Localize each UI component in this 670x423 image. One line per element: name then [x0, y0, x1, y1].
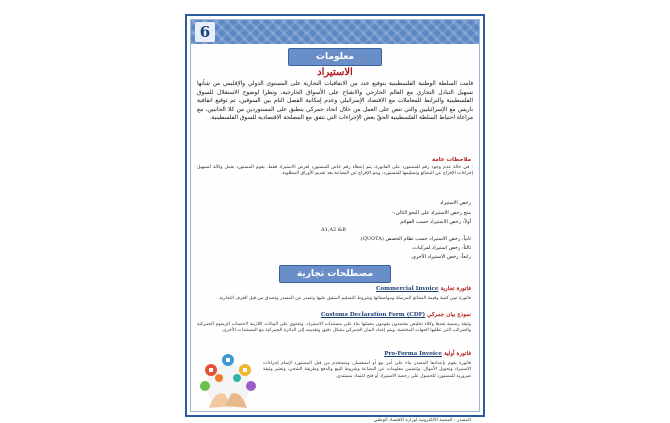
term-english: Commercial Invoice	[375, 286, 439, 292]
term-description: فاتورة تبين كمية وقيمة البضائع المرسلة ومواصفاتها وشروط التسليم المتفق عليها وتصدر عن المصدر وتصدق من قبل الغرف التجارية.	[218, 296, 471, 301]
section-title-trade-terms: مصطلحات تجارية	[279, 265, 391, 283]
general-notes-text: - في حالة عدم وجود رقم للمستورد على الفاتورة، يتم إعطاء رقم خاص للمستورد لغرض الاستيراد فقط. يقوم المستورد بعمل وكالة لتسهيل إجراءات الإفراج عن البضائع وتسليمها للمستورد، ويتم الإفراج عن البضاعة بعد تقديم الأوراق المطلوبة.	[197, 165, 473, 177]
term-arabic: فاتورة أولية	[443, 351, 471, 357]
import-licenses-title: رخص الاستيراد	[439, 200, 471, 206]
import-heading: الاستيراد	[317, 67, 353, 78]
license-item: ثانياً: رخص الاستيراد حسب نظام الحصص (QUOTA).	[359, 236, 471, 243]
intro-paragraph: قامت السلطة الوطنية الفلسطينية بتوقيع عدد من الاتفاقيات التجارية على المستوى الدولي والإقليمي من شأنها تسهيل التبادل التجاري مع العالم الخارجي والانفتاح على الأسواق الخارجية، ونظرا لوضوح الاستغلال للسوق الفلسطينية والترابط للمعاملات مع الاقتصاد الإسرائيلي وعدم إمكانية الفصل التام بين السوقين، تم توقيع اتفاقية باريس مع الإسرائيليين والتي تنص على العمل من خلال اتحاد جمركي ينطبق على المستوردين من كلا الجانبين، مع مراعاة احتياط السلطة الفلسطينية الحقّ بعض الإجراءات التي تتفق مع المصلحة الاقتصادية للسوق الفلسطينية.	[197, 81, 473, 122]
document-page	[185, 14, 485, 423]
general-notes-title: ملاحظات عامة	[432, 157, 471, 163]
license-item: رابعاً: رخص الاستيراد الأخرى.	[410, 253, 471, 260]
licenses-list	[261, 209, 471, 261]
decorative-banner	[191, 20, 479, 44]
term-english: Customs Declaration Form (CDF)	[320, 312, 426, 318]
license-item: ثالثاً: رخص استيراد لمركبات.	[411, 244, 471, 251]
source-note: المصدر : المنصة الالكترونية لوزارة الاقتصاد الوطني	[373, 418, 471, 423]
term-english: Pro-Forma Invoice	[384, 351, 442, 357]
term-description: فاتورة يقوم بإعدادها المصدر بناء على أمر بيع أو استفسار، وتستخدم من قبل المستورد لإتمام إجراءات الاستيراد وتحويل الأموال، وتتضمن معلومات عن البضاعة وشروط البيع والدفع وطريقة الشحن، وتعتبر وثيقة ضرورية للمستورد للحصول على رخصة الاستيراد أو فتح اعتماد مستندي.	[263, 361, 471, 379]
term-heading	[321, 312, 471, 318]
section-title-information: معلومات	[288, 48, 382, 66]
term-description: وثيقة رسمية يعدها وكلاء تخليص معتمدون يقومون بتعبئتها بناء على مستندات الاستيراد، وتحتوي على البيانات اللازمة لاحتساب الرسوم الجمركية والضرائب التي تطلبها الجهات المختصة، ويتم إعداد البيان الجمركي بشكل دقيق وتقديمه إلى الدائرة الجمركية مع المستندات الأخرى.	[197, 322, 471, 334]
page-frame	[190, 19, 480, 423]
license-item: A1,A2 &B	[321, 227, 346, 234]
term-arabic: فاتورة تجارية	[440, 286, 471, 292]
term-heading	[376, 286, 471, 292]
term-heading	[384, 351, 471, 357]
page-number: 6	[195, 22, 215, 42]
licenses-intro: منح رخص الاستيراد على النحو التالي:-	[392, 210, 471, 216]
hands-icons-illustration	[195, 350, 261, 416]
term-arabic: نموذج بيان جمركي	[427, 312, 471, 318]
license-item: أولاً: رخص الاستيراد حسب القوائم	[400, 218, 471, 225]
